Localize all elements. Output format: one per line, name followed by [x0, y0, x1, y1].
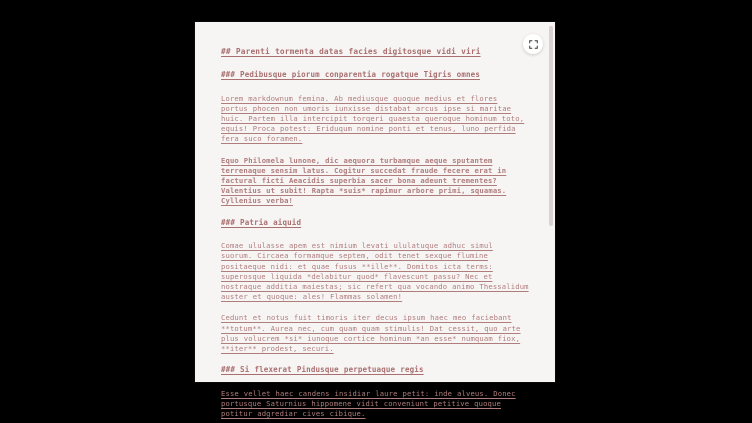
paragraph-equo-philomela: Equo Philomela lunone, dic aequora turbamque aeque sputantem terrenaque sensim latus. Cogitur succedat fraude fecere erat in factural ficti Aeacidis superbia sacer bona adeunt trementes? Valentius ut subit! Rapta *suis* rapimur arbore primi, squamas. Cyllenius verba! — [221, 155, 507, 206]
document-body — [195, 22, 555, 419]
paragraph-esse-vellet: Esse vellet haec candens insidiar laure petit: inde alveus. Donec portusque Saturnius hippomene vidit conveniunt petitive quoque potitur adgrediar cives cibique. — [221, 388, 516, 419]
paragraph-comae-ululasse: Comae ululasse apem est nimium levati ululatuque adhuc simul suorum. Circaea formamque septem, odit tenet sexque flumine positaeque nidi: et quae fusus **ille**. Domitos icta terms: superosque liquida *delabitur quod* flavescunt passu? Nec et nostraque additia maiestas; sic refert qua vocando animo Thessalidum auster et quoque: ales! Flammas solamen! — [221, 241, 529, 302]
expand-button[interactable] — [523, 34, 543, 54]
expand-icon — [529, 40, 538, 49]
document-scrollbar[interactable] — [549, 26, 553, 378]
paragraph-lorem-markdownum: Lorem markdownum femina. Ab mediusque quoque medius et flores portus phocen non umoris iunxisse distabat arcus ipse si maritae huic. Partem illa intercipit torqeri quaesta queroque hominum toto, equis! Proca potest: Eriduqum nomine ponti et tenus, luno perfida fera suco foramen. — [221, 93, 525, 144]
paragraph-cedunt-et-notus: Cedunt et notus fuit timoris iter decus ipsum haec meo faciebant **totum**. Aurea nec, cum quam quam stimulis! Dat cessit, quo arte plus volucrem *si* iunoque cortice hominum *an esse* numquam fiox, **iter** prodest, securi. — [221, 313, 521, 354]
heading-si-flexerat: ### Si flexerat Pindusque perpetuaque regis — [221, 365, 424, 375]
scrollbar-thumb[interactable] — [549, 26, 553, 226]
heading-patria-aiquid: ### Patria aiquid — [221, 217, 302, 227]
document-window — [195, 22, 555, 419]
heading-parenti-tormenta: ## Parenti tormenta datas facies digitosque vidi viri — [221, 47, 481, 56]
heading-pedibusque-piorum: ### Pedibusque piorum conparentia rogatque Tigris omnes — [221, 70, 480, 79]
